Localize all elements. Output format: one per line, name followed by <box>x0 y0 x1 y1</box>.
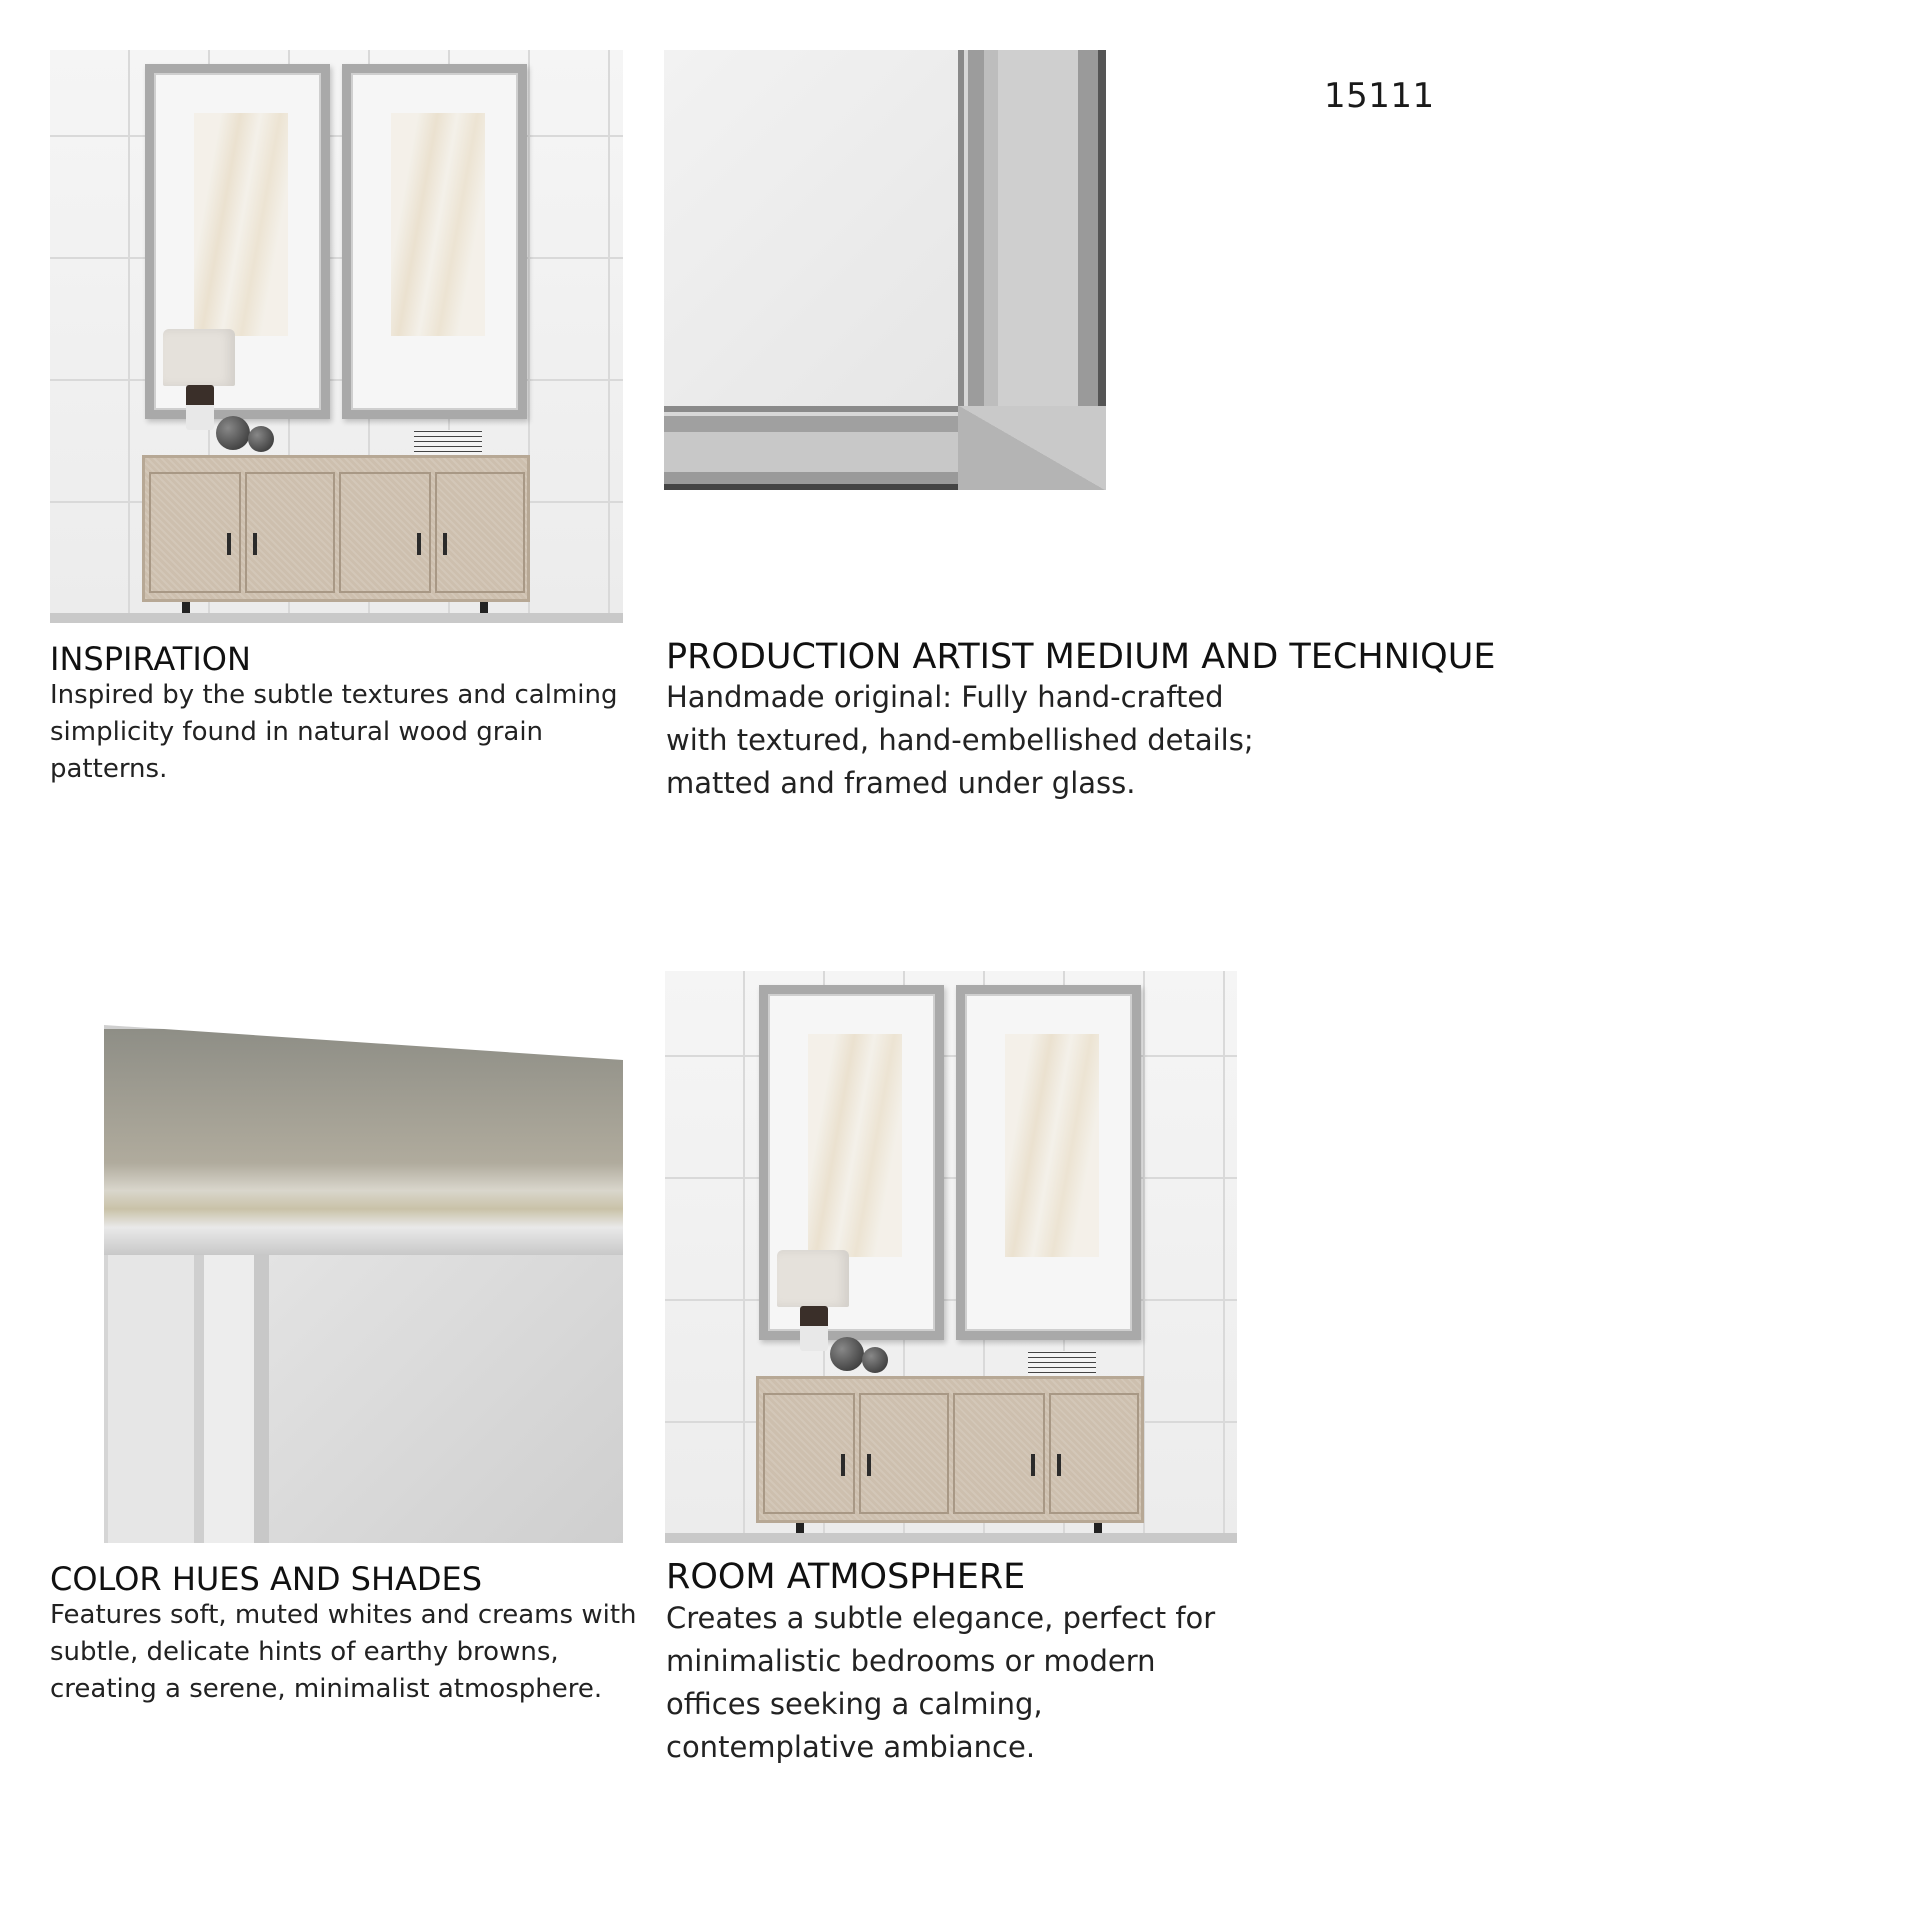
room-line: minimalistic bedrooms or modern <box>666 1644 1156 1678</box>
production-line: Handmade original: Fully hand-crafted <box>666 680 1224 714</box>
production-text <box>666 676 1366 805</box>
room-line: Creates a subtle elegance, perfect for <box>666 1601 1216 1635</box>
room-line: contemplative ambiance. <box>666 1730 1036 1764</box>
product-id: 15111 <box>1324 76 1435 116</box>
color-text <box>50 1597 650 1708</box>
room-title: ROOM ATMOSPHERE <box>666 1557 1026 1597</box>
color-line: creating a serene, minimalist atmosphere. <box>50 1674 603 1704</box>
production-line: with textured, hand-embellished details; <box>666 723 1254 757</box>
room-text <box>666 1597 1266 1769</box>
room-line: offices seeking a calming, <box>666 1687 1043 1721</box>
production-title: PRODUCTION ARTIST MEDIUM AND TECHNIQUE <box>666 637 1496 677</box>
production-line: matted and framed under glass. <box>666 766 1136 800</box>
inspiration-title: INSPIRATION <box>50 640 251 678</box>
room-photo-bottom <box>665 971 1237 1543</box>
inspiration-text <box>50 677 630 788</box>
color-title: COLOR HUES AND SHADES <box>50 1560 483 1598</box>
color-line: Features soft, muted whites and creams with <box>50 1600 637 1630</box>
frame-closeup <box>104 1025 623 1543</box>
inspiration-line: Inspired by the subtle textures and calming <box>50 680 618 710</box>
inspiration-line: simplicity found in natural wood grain <box>50 717 544 747</box>
room-photo-top <box>50 50 623 623</box>
color-line: subtle, delicate hints of earthy browns, <box>50 1637 559 1667</box>
inspiration-line: patterns. <box>50 754 168 784</box>
frame-corner-detail <box>664 50 1106 490</box>
